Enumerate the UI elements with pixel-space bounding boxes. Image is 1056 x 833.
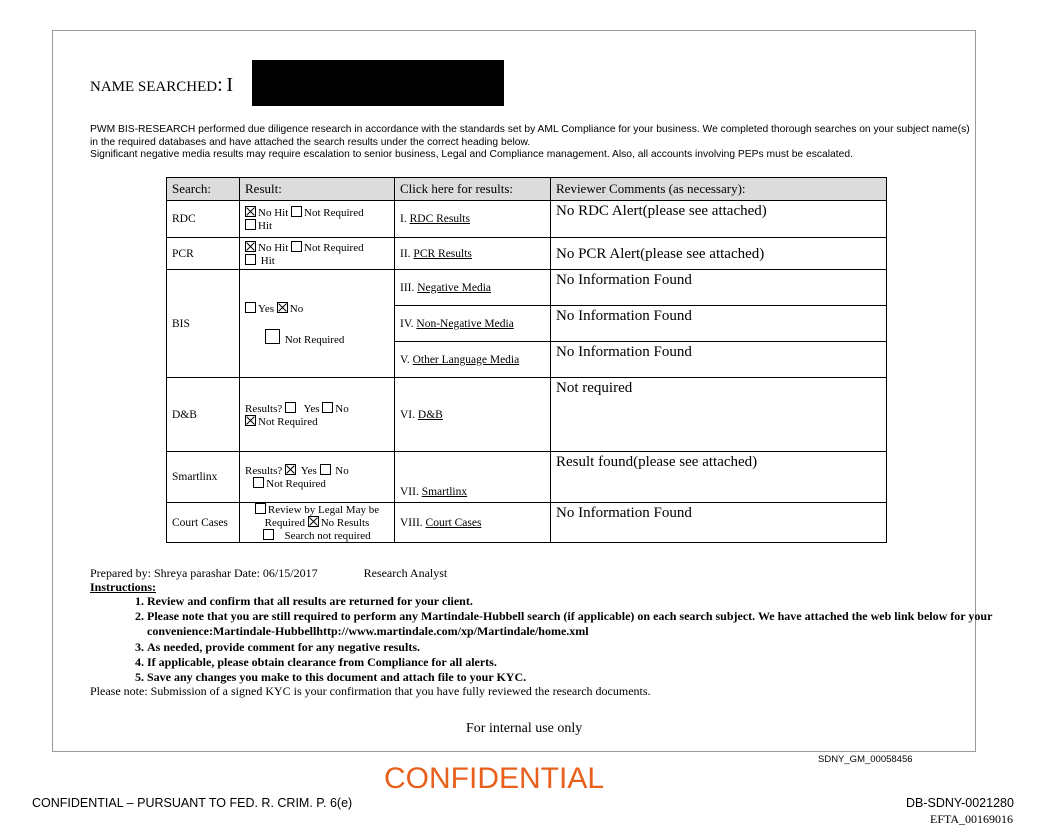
instruction-item: 2. Please note that you are still required to perform any Martindale-Hubbell search (if applicable) on each search subject. We have attached the web link below for your convenience:Martindale-Hubbellhttp://www.martindale.com/xp/Martindale/home.xml bbox=[147, 609, 1017, 639]
court-review-checkbox[interactable] bbox=[255, 503, 266, 514]
internal-use-label: For internal use only bbox=[466, 721, 583, 736]
court-label: Court Cases bbox=[167, 503, 240, 543]
pcr-nohit-checkbox[interactable] bbox=[245, 241, 256, 252]
instruction-item: 5. Save any changes you make to this document and attach file to your KYC. bbox=[147, 670, 1017, 685]
non-negative-media-link[interactable]: Non-Negative Media bbox=[416, 317, 514, 330]
bis-yes-checkbox[interactable] bbox=[245, 302, 256, 313]
header-search: Search: bbox=[167, 178, 240, 201]
row-db bbox=[167, 378, 887, 452]
rdc-results-link[interactable]: RDC Results bbox=[409, 213, 470, 225]
rdc-notrequired-checkbox[interactable] bbox=[291, 206, 302, 217]
header-reviewer-comments: Reviewer Comments (as necessary): bbox=[551, 178, 887, 201]
table-header-row bbox=[167, 178, 887, 201]
pcr-result: No Hit Not Required Hit bbox=[240, 238, 395, 270]
pcr-notrequired-checkbox[interactable] bbox=[291, 241, 302, 252]
instructions-title: Instructions: bbox=[90, 580, 157, 594]
results-table bbox=[166, 177, 887, 543]
negative-media-cell: III. Negative Media bbox=[395, 270, 551, 306]
court-cases-link[interactable]: Court Cases bbox=[425, 516, 482, 529]
non-negative-media-cell: IV. Non-Negative Media bbox=[395, 306, 551, 342]
pcr-label: PCR bbox=[167, 238, 240, 270]
kyc-note: Please note: Submission of a signed KYC is your confirmation that you have fully reviewed the research documents. bbox=[90, 684, 651, 698]
other-language-media-comment: No Information Found bbox=[551, 342, 887, 378]
negative-media-comment: No Information Found bbox=[551, 270, 887, 306]
prepared-by bbox=[90, 566, 447, 581]
bates-number-sdny: SDNY_GM_00058456 bbox=[818, 754, 913, 765]
court-link-cell: VIII. Court Cases bbox=[395, 503, 551, 543]
pcr-link-cell: II. PCR Results bbox=[395, 238, 551, 270]
row-rdc bbox=[167, 201, 887, 238]
negative-media-link[interactable]: Negative Media bbox=[417, 281, 492, 294]
bis-no-checkbox[interactable] bbox=[277, 302, 288, 313]
bis-notrequired-checkbox[interactable] bbox=[265, 329, 280, 344]
instruction-item: 1. Review and confirm that all results are returned for your client. bbox=[147, 594, 1017, 609]
rdc-comment: No RDC Alert(please see attached) bbox=[551, 201, 887, 238]
other-language-media-cell: V. Other Language Media bbox=[395, 342, 551, 378]
efta-number: EFTA_00169016 bbox=[930, 812, 1014, 826]
name-searched-heading: NAME SEARCHED: I bbox=[90, 74, 234, 96]
smartlinx-no-checkbox[interactable] bbox=[320, 464, 331, 475]
bis-label: BIS bbox=[167, 270, 240, 378]
name-searched-label: NAME SEARCHED bbox=[90, 79, 218, 95]
row-pcr bbox=[167, 238, 887, 270]
db-no-checkbox[interactable] bbox=[322, 402, 333, 413]
header-click-results: Click here for results: bbox=[395, 178, 551, 201]
instructions-list bbox=[107, 594, 1017, 685]
smartlinx-label: Smartlinx bbox=[167, 452, 240, 503]
header-result: Result: bbox=[240, 178, 395, 201]
row-court-cases bbox=[167, 503, 887, 543]
smartlinx-comment: Result found(please see attached) bbox=[551, 452, 887, 503]
rdc-hit-checkbox[interactable] bbox=[245, 219, 256, 230]
court-result: Review by Legal May be Required No Results Search not required bbox=[240, 503, 395, 543]
db-link-cell: VI. D&B bbox=[395, 378, 551, 452]
row-smartlinx bbox=[167, 452, 887, 503]
redaction-box bbox=[252, 60, 504, 106]
intro-line-2: Significant negative media results may require escalation to senior business, Legal and Compliance management. Also, all accounts involving PEPs must be escalated. bbox=[90, 149, 853, 160]
db-sdny-number: DB-SDNY-0021280 bbox=[906, 796, 1014, 810]
intro-text bbox=[90, 124, 970, 162]
db-results-link[interactable]: D&B bbox=[417, 408, 443, 421]
rdc-result: No Hit Not Required Hit bbox=[240, 201, 395, 238]
pcr-hit-checkbox[interactable] bbox=[245, 254, 256, 265]
non-negative-media-comment: No Information Found bbox=[551, 306, 887, 342]
rdc-label: RDC bbox=[167, 201, 240, 238]
court-comment: No Information Found bbox=[551, 503, 887, 543]
instruction-item: 4. If applicable, please obtain clearance from Compliance for all alerts. bbox=[147, 655, 1017, 670]
smartlinx-notrequired-checkbox[interactable] bbox=[253, 477, 264, 488]
smartlinx-results-link[interactable]: Smartlinx bbox=[421, 486, 468, 498]
pcr-comment: No PCR Alert(please see attached) bbox=[551, 238, 887, 270]
confidential-footer-text: CONFIDENTIAL – PURSUANT TO FED. R. CRIM. P. 6(e) bbox=[32, 796, 353, 810]
prepared-role: Research Analyst bbox=[363, 566, 448, 580]
db-label: D&B bbox=[167, 378, 240, 452]
smartlinx-link-cell: VII. Smartlinx bbox=[395, 452, 551, 503]
name-first-char: I bbox=[226, 74, 234, 96]
db-notrequired-checkbox[interactable] bbox=[245, 415, 256, 426]
prepared-by-text: Prepared by: Shreya parashar Date: 06/15/2017 bbox=[90, 566, 318, 580]
court-noresults-checkbox[interactable] bbox=[308, 516, 319, 527]
rdc-link-cell: I. RDC Results bbox=[395, 201, 551, 238]
instruction-item: 3. As needed, provide comment for any negative results. bbox=[147, 640, 1017, 655]
court-notrequired-checkbox[interactable] bbox=[263, 529, 274, 540]
bis-result: Yes No Not Required bbox=[240, 270, 395, 378]
confidential-stamp: CONFIDENTIAL bbox=[384, 762, 605, 795]
smartlinx-yes-checkbox[interactable] bbox=[285, 464, 296, 475]
pcr-results-link[interactable]: PCR Results bbox=[413, 247, 472, 260]
db-result: Results? Yes No Not Required bbox=[240, 378, 395, 452]
rdc-nohit-checkbox[interactable] bbox=[245, 206, 256, 217]
row-bis-negative bbox=[167, 270, 887, 306]
db-yes-checkbox[interactable] bbox=[285, 402, 296, 413]
db-comment: Not required bbox=[551, 378, 887, 452]
smartlinx-result: Results? Yes No Not Required bbox=[240, 452, 395, 503]
other-language-media-link[interactable]: Other Language Media bbox=[412, 353, 520, 366]
intro-line-1: PWM BIS-RESEARCH performed due diligence research in accordance with the standards set by AML Compliance for your business. We completed thorough searches on your subject name(s) in the required databases and have attached the search results under the correct heading below. bbox=[90, 124, 970, 148]
